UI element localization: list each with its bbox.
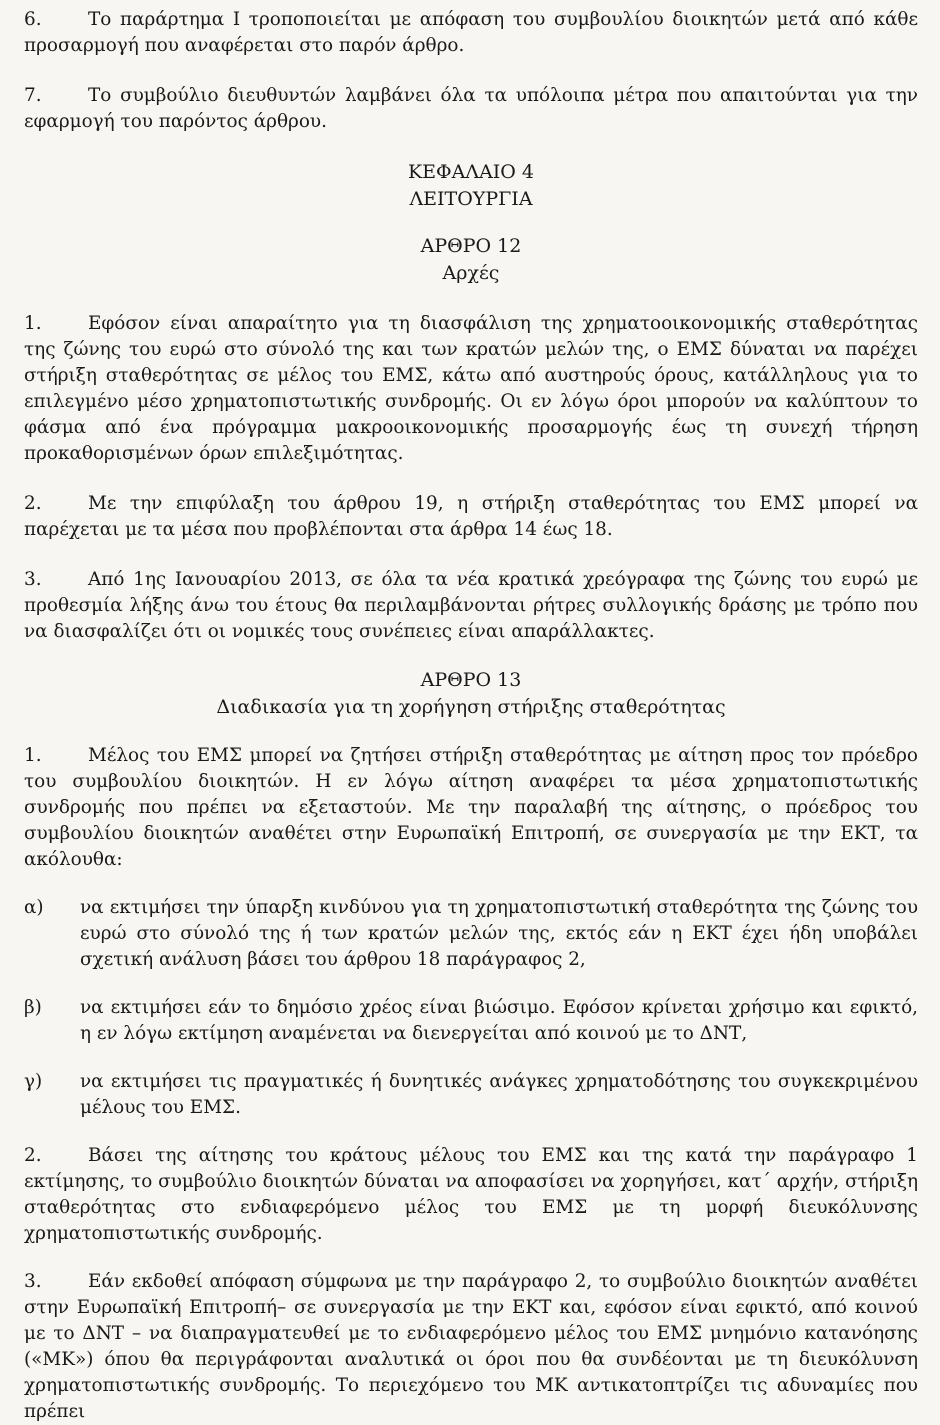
list-item-text: να εκτιμήσει εάν το δημόσιο χρέος είναι βιώσιμο. Εφόσον κρίνεται χρήσιμο και εφικτό, η εν λόγω εκτίμηση αναμένεται να διενεργείται από κοινού με το ΔΝΤ, xyxy=(80,997,918,1044)
list-item-c xyxy=(24,1069,918,1121)
list-item-b xyxy=(24,995,918,1047)
chapter-title: ΛΕΙΤΟΥΡΓΙΑ xyxy=(409,188,533,210)
list-item-text: να εκτιμήσει τις πραγματικές ή δυνητικές ανάγκες χρηματοδότησης του συγκεκριμένου μέλους του ΕΜΣ. xyxy=(80,1071,918,1118)
paragraph-number: 6. xyxy=(24,9,42,30)
paragraph-number: 3. xyxy=(24,1271,42,1292)
article-13-paragraph-3 xyxy=(24,1269,918,1425)
paragraph-text: Μέλος του ΕΜΣ μπορεί να ζητήσει στήριξη σταθερότητας με αίτηση προς τον πρόεδρο του συμβουλίου διοικητών. Η εν λόγω αίτηση αναφέρει τα μέσα χρηματοπιστωτικής συνδρομής που πρέπει να εξεταστούν. Με την παραλαβή της αίτησης, ο πρόεδρος του συμβουλίου διοικητών αναθέτει στην Ευρωπαϊκή Επιτροπή, σε συνεργασία με την ΕΚΤ, τα ακόλουθα: xyxy=(24,745,918,870)
list-item-a xyxy=(24,895,918,973)
article-12-paragraph-1 xyxy=(24,311,918,467)
article-12-paragraph-2 xyxy=(24,491,918,543)
article-12-paragraph-3 xyxy=(24,567,918,645)
paragraph-text: Εφόσον είναι απαραίτητο για τη διασφάλιση της χρηματοοικονομικής σταθερότητας της ζώνης του ευρώ στο σύνολό της και των κρατών μελών της, ο ΕΜΣ δύναται να παρέχει στήριξη σταθερότητας σε μέλος του ΕΜΣ, κάτω από αυστηρούς όρους, κατάλληλους για το επιλεγμένο μέσο χρηματοπιστωτικής συνδρομής. Οι εν λόγω όροι μπορούν να καλύπτουν το φάσμα από ένα πρόγραμμα μακροοικονομικής προσαρμογής έως τη συνεχή τήρηση προκαθορισμένων όρων επιλεξιμότητας. xyxy=(24,313,918,464)
list-item-label: γ) xyxy=(24,1071,43,1092)
article-13-title: Διαδικασία για τη χορήγηση στήριξης σταθερότητας xyxy=(216,696,726,718)
paragraph-number: 2. xyxy=(24,1145,42,1166)
paragraph-text: Με την επιφύλαξη του άρθρου 19, η στήριξη σταθερότητας του ΕΜΣ μπορεί να παρέχεται με τα μέσα που προβλέπονται στα άρθρα 14 έως 18. xyxy=(24,493,918,540)
list-item-text: να εκτιμήσει την ύπαρξη κινδύνου για τη χρηματοπιστωτική σταθερότητα της ζώνης του ευρώ στο σύνολό της ή των κρατών μελών της, εκτός εάν η ΕΚΤ έχει ήδη υποβάλει σχετική ανάλυση βάσει του άρθρου 18 παράγραφος 2, xyxy=(80,897,918,970)
list-item-label: β) xyxy=(24,997,42,1018)
paragraph-text: Εάν εκδοθεί απόφαση σύμφωνα με την παράγραφο 2, το συμβούλιο διοικητών αναθέτει στην Ευρωπαϊκή Επιτροπή– σε συνεργασία με την ΕΚΤ και, εφόσον είναι εφικτό, από κοινού με το ΔΝΤ – να διαπραγματευθεί με το ενδιαφερόμενο μέλος του ΕΜΣ μνημόνιο κατανόησης («ΜΚ») όπου θα περιγράφονται αναλυτικά οι όροι που θα συνδέονται με τη διευκόλυνση χρηματοπιστωτικής συνδρομής. Το περιεχόμενο του ΜΚ αντικατοπτρίζει τις αδυναμίες που πρέπει xyxy=(24,1271,918,1422)
paragraph-text: Βάσει της αίτησης του κράτους μέλους του ΕΜΣ και της κατά την παράγραφο 1 εκτίμησης, το συμβούλιο διοικητών δύναται να αποφασίσει να χορηγήσει, κατ΄ αρχήν, στήριξη σταθερότητας στο ενδιαφερόμενο μέλος του ΕΜΣ με τη μορφή διευκόλυνσης χρηματοπιστωτικής συνδρομής. xyxy=(24,1145,918,1244)
paragraph-text: Το παράρτημα Ι τροποποιείται με απόφαση του συμβουλίου διοικητών μετά από κάθε προσαρμογή που αναφέρεται στο παρόν άρθρο. xyxy=(24,9,918,56)
chapter-heading: ΚΕΦΑΛΑΙΟ 4 xyxy=(407,161,534,183)
paragraph-6 xyxy=(24,0,918,59)
paragraph-7 xyxy=(24,83,918,135)
paragraph-number: 1. xyxy=(24,313,42,334)
article-13-paragraph-2 xyxy=(24,1143,918,1247)
paragraph-number: 1. xyxy=(24,745,42,766)
paragraph-number: 2. xyxy=(24,493,42,514)
paragraph-text: Το συμβούλιο διευθυντών λαμβάνει όλα τα υπόλοιπα μέτρα που απαιτούνται για την εφαρμογή του παρόντος άρθρου. xyxy=(24,85,918,132)
paragraph-number: 3. xyxy=(24,569,42,590)
article-12-title: Αρχές xyxy=(442,262,500,284)
list-item-label: α) xyxy=(24,897,44,918)
paragraph-text: Από 1ης Ιανουαρίου 2013, σε όλα τα νέα κρατικά χρεόγραφα της ζώνης του ευρώ με προθεσμία λήξης άνω του έτους θα περιλαμβάνονται ρήτρες συλλογικής δράσης με τρόπο που να διασφαλίζει ότι οι νομικές τους συνέπειες είναι απαράλλακτες. xyxy=(24,569,918,642)
article-13-heading: ΑΡΘΡΟ 13 xyxy=(420,669,522,691)
article-13-paragraph-1 xyxy=(24,743,918,873)
article-12-heading: ΑΡΘΡΟ 12 xyxy=(420,235,522,257)
paragraph-number: 7. xyxy=(24,85,42,106)
